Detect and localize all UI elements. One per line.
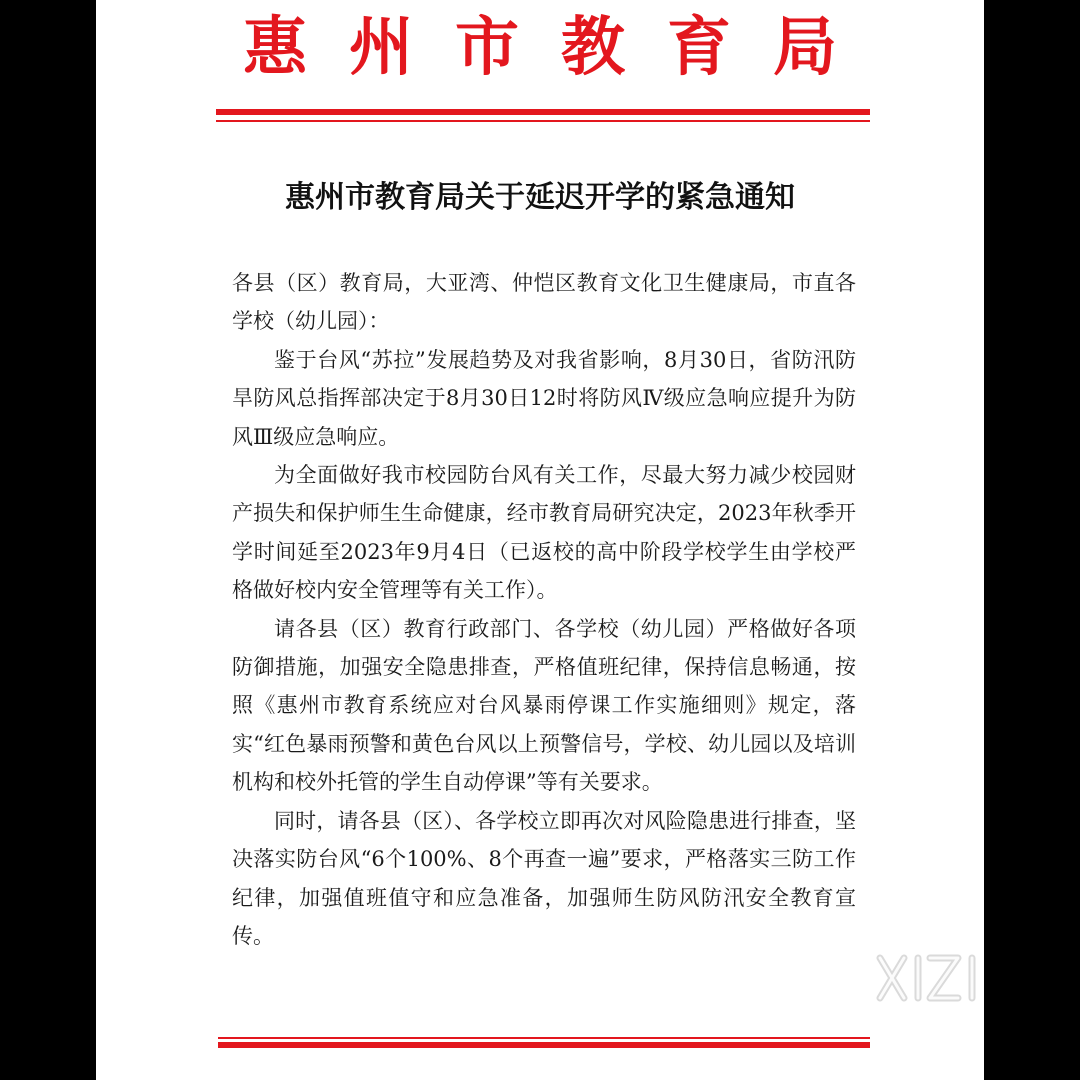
recipients-line: 各县（区）教育局，大亚湾、仲恺区教育文化卫生健康局，市直各学校（幼儿园）： xyxy=(232,271,856,334)
paragraph-prevention-measures: 请各县（区）教育行政部门、各学校（幼儿园）严格做好各项防御措施，加强安全隐患排查，严格值班纪律，保持信息畅通，按照《惠州市教育系统应对台风暴雨停课工作实施细则》规定，落实“红色暴雨预警和黄色台风以上预警信号，学校、幼儿园以及培训机构和校外托管的学生自动停课”等有关要求。 xyxy=(232,616,856,795)
document-title: 惠州市教育局关于延迟开学的紧急通知 xyxy=(285,180,795,215)
footer-red-rule-thick xyxy=(218,1042,870,1048)
letterhead-red-rule-thick xyxy=(216,109,870,115)
document-page xyxy=(96,0,984,1080)
document-body xyxy=(232,264,856,955)
xizi-watermark-logo xyxy=(874,950,1004,1006)
paragraph-delay-decision: 为全面做好我市校园防台风有关工作，尽最大努力减少校园财产损失和保护师生生命健康，经市教育局研究决定，2023年秋季开学时间延至2023年9月4日（已返校的高中阶段学校学生由学校严格做好校内安全管理等有关工作）。 xyxy=(232,463,856,603)
paragraph-typhoon-response: 鉴于台风“苏拉”发展趋势及对我省影响，8月30日，省防汛防旱防风总指挥部决定于8月30日12时将防风Ⅳ级应急响应提升为防风Ⅲ级应急响应。 xyxy=(232,347,856,449)
paragraph-risk-inspection: 同时，请各县（区）、各学校立即再次对风险隐患进行排查，坚决落实防台风“6个100%、8个再查一遍”要求，严格落实三防工作纪律，加强值班值守和应急准备，加强师生防风防汛安全教育宣传。 xyxy=(232,808,856,948)
footer-red-rule-thin xyxy=(218,1037,870,1039)
letterhead-org-name: 惠州市教育局 xyxy=(243,11,879,85)
letterhead-red-rule-thin xyxy=(216,120,870,122)
